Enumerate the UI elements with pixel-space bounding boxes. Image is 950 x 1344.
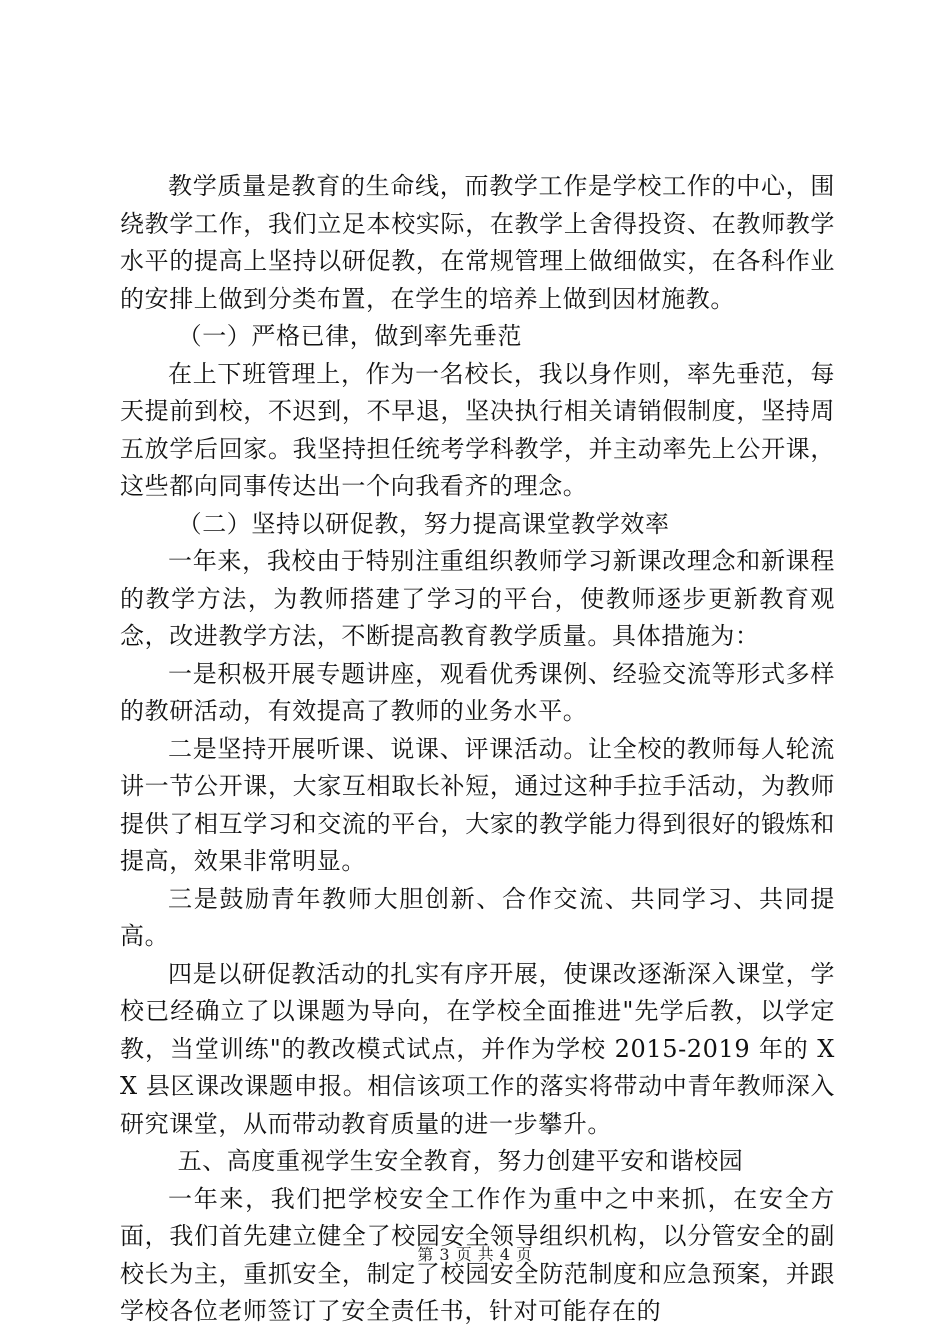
paragraph-measure-3: 三是鼓励青年教师大胆创新、合作交流、共同学习、共同提高。: [120, 884, 835, 950]
paragraph-measure-1: 一是积极开展专题讲座，观看优秀课例、经验交流等形式多样的教研活动，有效提高了教师的业务水平。: [120, 659, 835, 725]
section-heading-5: 五、高度重视学生安全教育，努力创建平安和谐校园: [177, 1147, 744, 1175]
page-number-footer: 第 3 页 共 4 页: [417, 1245, 533, 1264]
document-body: [120, 168, 835, 1331]
paragraph-measure-4: 四是以研促教活动的扎实有序开展，使课改逐渐深入课堂，学校已经确立了以课题为导向，在学校全面推进"先学后教，以学定教，当堂训练"的教改模式试点，并作为学校 2015-2019 年的 XX 县区课改课题申报。相信该项工作的落实将带动中青年教师深入研究课堂，从而带动教育质量的进一步攀升。: [120, 959, 835, 1138]
paragraph-teaching-research: 一年来，我校由于特别注重组织教师学习新课改理念和新课程的教学方法，为教师搭建了学习的平台，使教师逐步更新教育观念，改进教学方法，不断提高教育教学质量。具体措施为：: [120, 547, 835, 650]
paragraph-safety: 一年来，我们把学校安全工作作为重中之中来抓，在安全方面，我们首先建立健全了校园安全领导组织机构，以分管安全的副校长为主，重抓安全，制定了校园安全防范制度和应急预案，并跟学校各位老师签订了安全责任书，针对可能存在的: [120, 1184, 835, 1325]
paragraph-intro: 教学质量是教育的生命线，而教学工作是学校工作的中心，围绕教学工作，我们立足本校实际，在教学上舍得投资、在教师教学水平的提高上坚持以研促教，在常规管理上做细做实，在各科作业的安排上做到分类布置，在学生的培养上做到因材施教。: [120, 172, 835, 313]
paragraph-measure-2: 二是坚持开展听课、说课、评课活动。让全校的教师每人轮流讲一节公开课，大家互相取长补短，通过这种手拉手活动，为教师提供了相互学习和交流的平台，大家的教学能力得到很好的锻炼和提高，效果非常明显。: [120, 734, 835, 875]
paragraph-principal-example: 在上下班管理上，作为一名校长，我以身作则，率先垂范，每天提前到校，不迟到，不早退，坚决执行相关请销假制度，坚持周五放学后回家。我坚持担任统考学科教学，并主动率先上公开课，这些都向同事传达出一个向我看齐的理念。: [120, 359, 835, 500]
section-heading-2: （二）坚持以研促教，努力提高课堂教学效率: [177, 509, 670, 538]
section-heading-1: （一）严格已律，做到率先垂范: [177, 322, 522, 350]
